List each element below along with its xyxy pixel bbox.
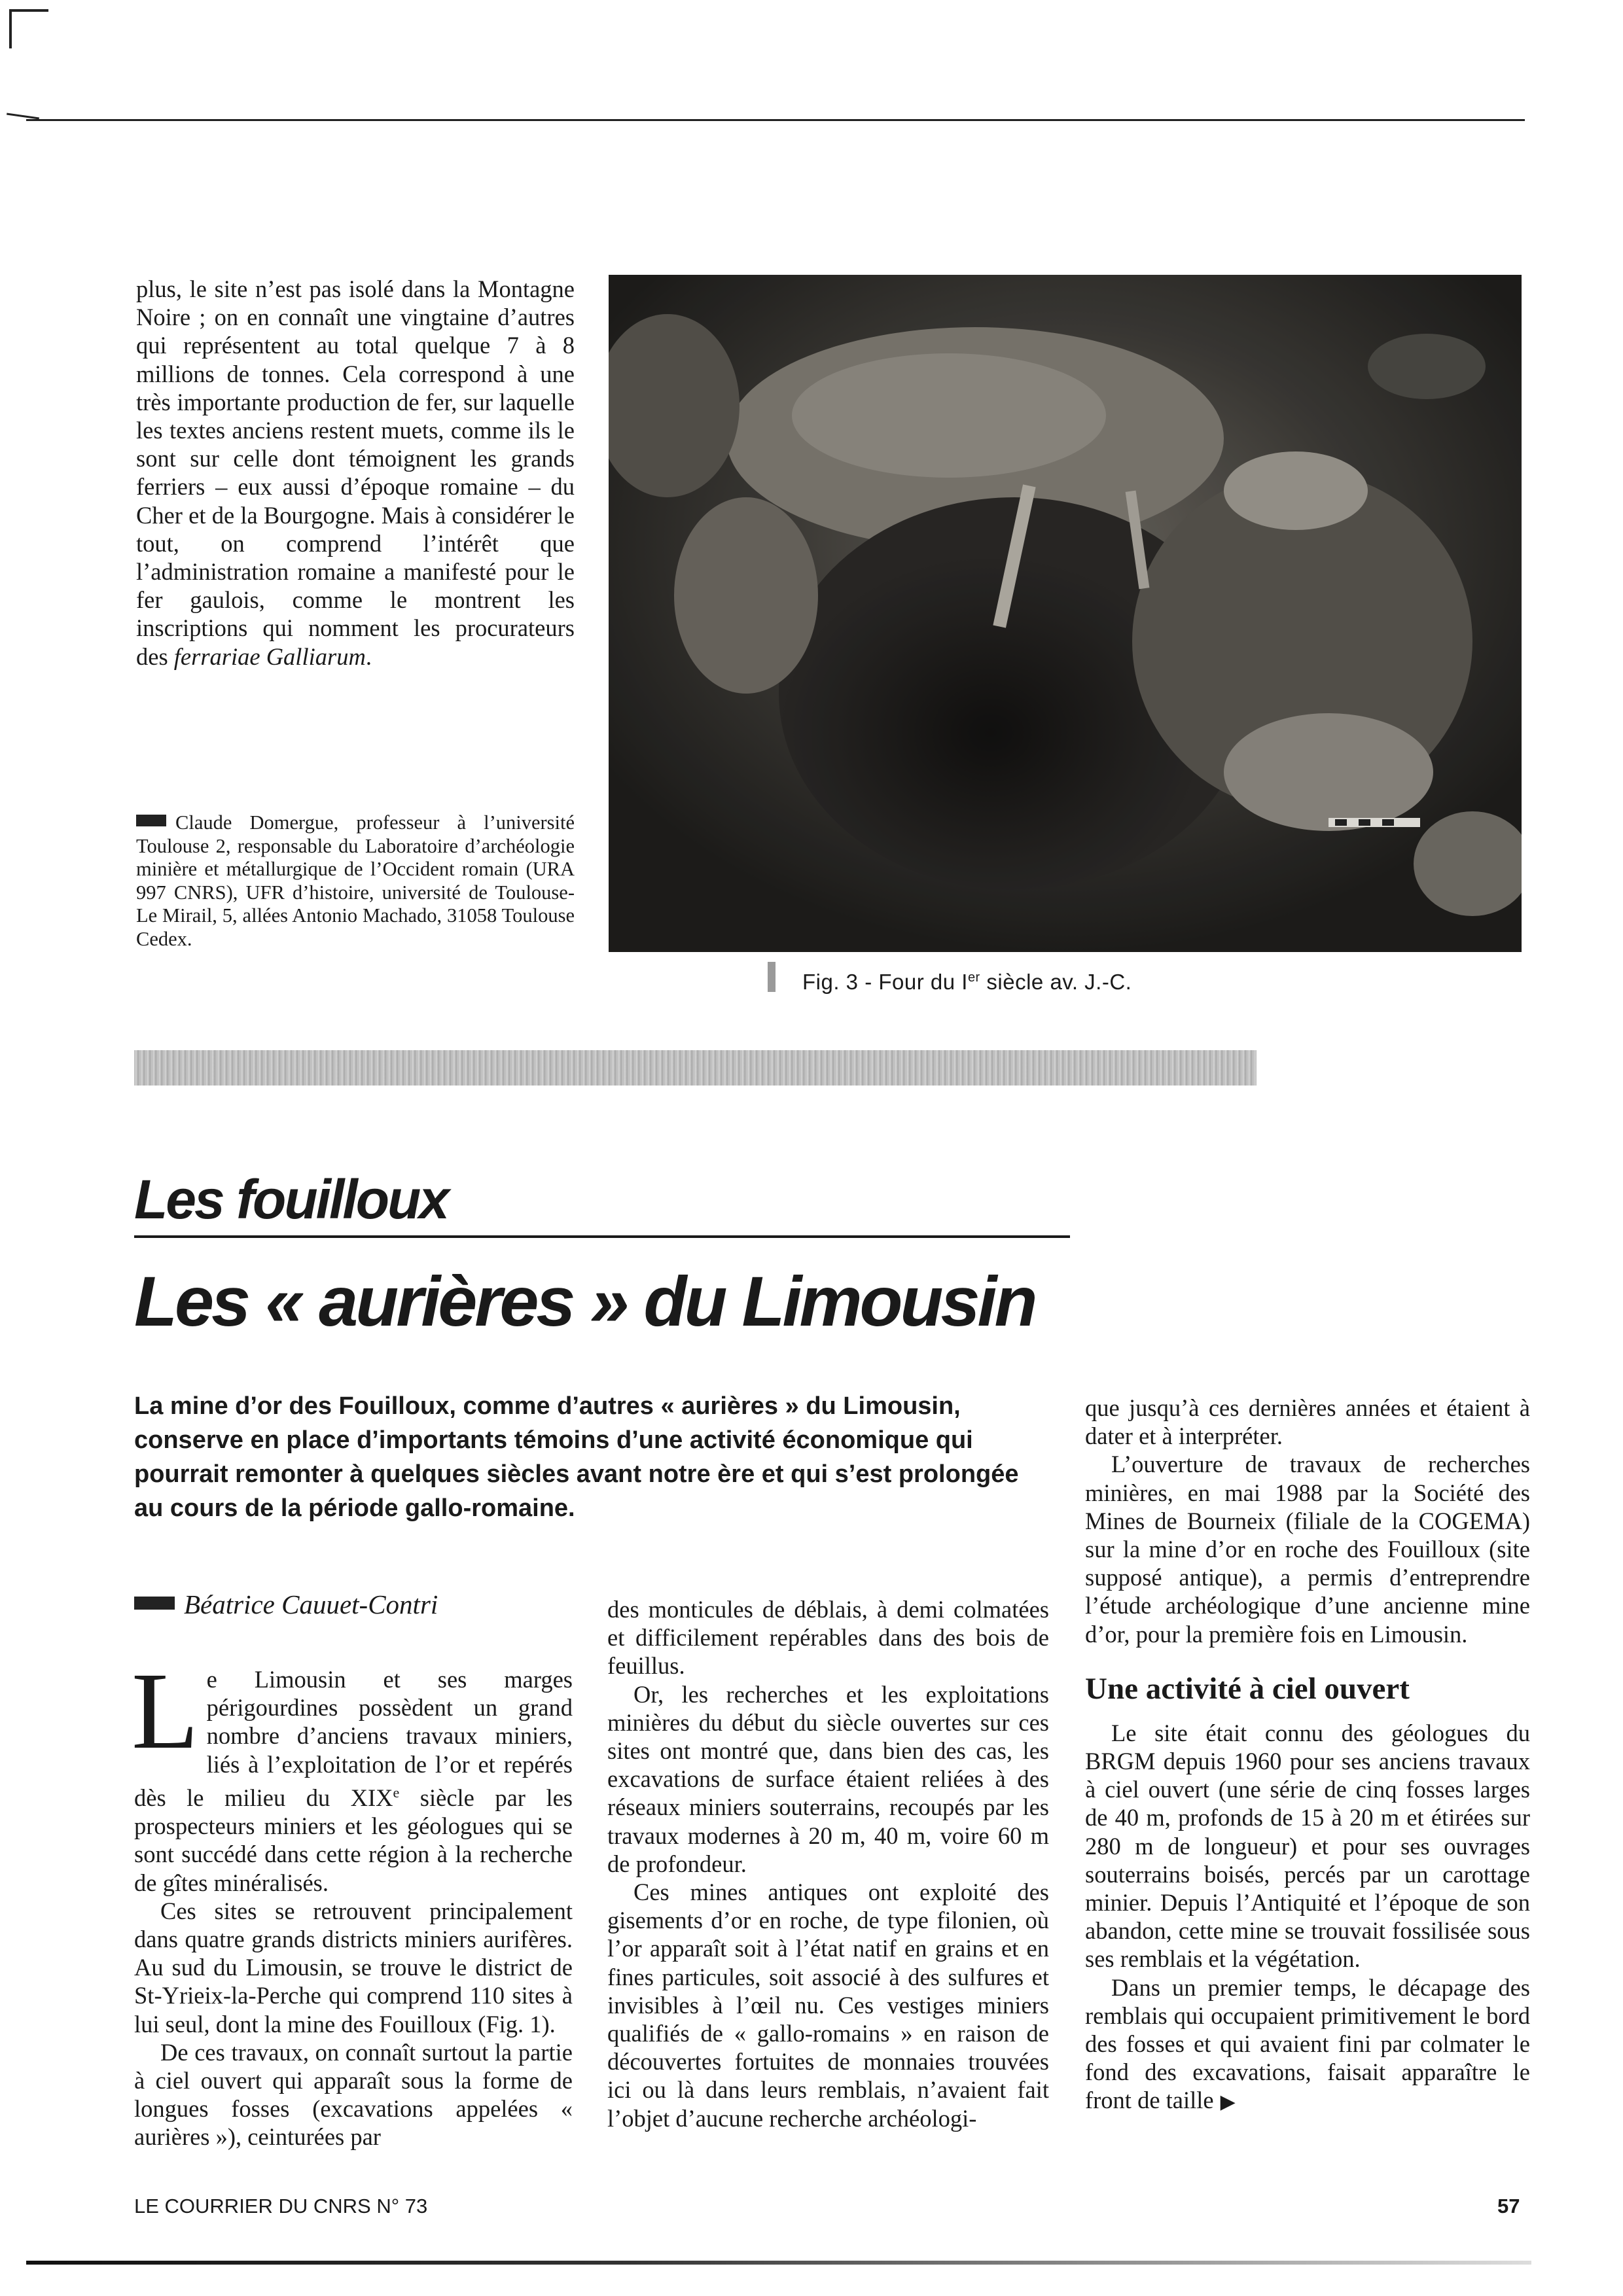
- intro-column: [136, 275, 575, 671]
- col3-paragraph-2: L’ouverture de travaux de recherches minières, en mai 1988 par la Société des Mines de Bourneix (filiale de la COGEMA) sur la mine d’or en roche des Fouilloux (site supposé antique), a permis d’entreprendre l’étude archéologique d’une ancienne mine d’or, pour la première fois en Limousin.: [1085, 1451, 1530, 1648]
- caption-bar-icon: [768, 962, 776, 992]
- col3-subheading: Une activité à ciel ouvert: [1085, 1671, 1410, 1706]
- section-divider-band: [134, 1050, 1257, 1086]
- col2-paragraph-2: Or, les recherches et les exploitations minières du début du siècle ouvertes sur ces sites ont montré que, dans bien des cas, les excavations de surface étaient reliées à des réseaux miniers souterrains, recoupés par les travaux modernes à 20 m, 40 m, voire 60 m de profondeur.: [607, 1680, 1049, 1877]
- author-bio-text: Claude Domergue, professeur à l’université Toulouse 2, responsable du Laboratoire d’archéologie minière et métallurgique de l’Occident romain (URA 997 CNRS), UFR d’histoire, université de Toulouse-Le Mirail, 5, allées Antonio Machado, 31058 Toulouse Cedex.: [136, 811, 575, 950]
- article-column-2: [607, 1595, 1049, 2132]
- article-column-3: [1085, 1394, 1530, 2117]
- author-bio: [136, 811, 575, 951]
- scan-rule-tick: [7, 113, 39, 120]
- col1-paragraph-3: De ces travaux, on connaît surtout la partie à ciel ouvert qui apparaît sous la forme de longues fosses (excavations appelées « aurières »), ceinturées par: [134, 2038, 573, 2151]
- byline-square-icon: [134, 1597, 175, 1610]
- col3-paragraph-3: Le site était connu des géologues du BRGM depuis 1960 pour ses anciens travaux à ciel ouvert (une série de cinq fosses larges de 40 m, profonds de 15 à 20 m et étirées sur 280 m de longueur) et pour ses ouvrages souterrains boisés, percés par un carottage minier. Depuis l’Antiquité et l’époque de son abandon, cette mine se trouvait fossilisée sous ses remblais et la végétation.: [1085, 1719, 1530, 1973]
- footer-publication: LE COURRIER DU CNRS N° 73: [134, 2195, 428, 2217]
- col3-paragraph-1: que jusqu’à ces dernières années et étaient à dater et à interpréter.: [1085, 1394, 1530, 1450]
- article-kicker: Les fouilloux: [134, 1169, 448, 1230]
- col3-paragraph-4: Dans un premier temps, le décapage des remblais qui occupaient primitivement le bord des fosses et qui avaient fini par colmater le fond des excavations, faisait apparaître le front de taille ▶: [1085, 1973, 1530, 2114]
- col2-paragraph-3: Ces mines antiques ont exploité des gisements d’or en roche, de type filonien, où l’or apparaît soit à l’état natif en grains et en fines particules, soit associé à des sulfures et invisibles à l’œil nu. Ces vestiges miniers qualifiés de « gallo-romains » en raison de découvertes fortuites de monnaies trouvées ici ou là dans leurs remblais, n’avaient fait l’objet d’aucune recherche archéologi-: [607, 1879, 1049, 2132]
- scan-corner-mark: [9, 9, 48, 48]
- article-lead: La mine d’or des Fouilloux, comme d’autres « aurières » du Limousin, conserve en place d’importants témoins d’une activité économique qui pourrait remonter à quelques siècles avant notre ère et qui s’est prolongée au cours de la période gallo-romaine.: [134, 1392, 1019, 1522]
- col1-paragraph-2: Ces sites se retrouvent principalement dans quatre grands districts miniers aurifères. Au sud du Limousin, se trouve le district de St-Yrieix-la-Perche qui comprend 110 sites à lui seul, dont la mine des Fouilloux (Fig. 1).: [134, 1897, 573, 2038]
- top-rule: [26, 119, 1525, 121]
- article-byline: [134, 1589, 438, 1620]
- drop-cap: L: [132, 1650, 199, 1772]
- continue-arrow-icon: ▶: [1220, 2091, 1236, 2113]
- footer-page-number: 57: [1497, 2195, 1520, 2217]
- col2-paragraph-1: des monticules de déblais, à demi colmatées et difficilement repérables dans des bois de feuillus.: [607, 1596, 1049, 1680]
- byline-author: Béatrice Cauuet-Contri: [184, 1589, 438, 1619]
- furnace-photo: [609, 275, 1522, 952]
- kicker-rule: [134, 1235, 1070, 1238]
- intro-italic-term: ferrariae Galliarum: [173, 643, 366, 670]
- article-column-1: [132, 1650, 573, 2151]
- furnace-photo-image: [609, 275, 1522, 952]
- article-headline: Les « aurières » du Limousin: [134, 1262, 1035, 1341]
- intro-paragraph: plus, le site n’est pas isolé dans la Montagne Noire ; on en connaît une vingtaine d’autres qui représentent au total quelque 7 à 8 millions de tonnes. Cela correspond à une très importante production de fer, sur laquelle les textes anciens restent muets, comme ils le sont sur celle dont témoignent les grands ferriers – eux aussi d’époque romaine – du Cher et de la Bourgogne. Mais à considérer le tout, on comprend l’intérêt que l’administration romaine a manifesté pour le fer gaulois, comme le montrent les inscriptions qui nomment les procurateurs des ferrariae Galliarum.: [136, 275, 575, 670]
- col1-paragraph-1: Le Limousin et ses marges périgourdines possèdent un grand nombre d’anciens travaux miniers, liés à l’exploitation de l’or et repérés dès le milieu du XIXe siècle par les prospecteurs miniers et les géologues qui se sont succédé dans cette région à la recherche de gîtes minéralisés.: [132, 1650, 573, 1896]
- figure-caption: Fig. 3 - Four du Ier siècle av. J.-C.: [802, 970, 1132, 994]
- bottom-rule: [26, 2261, 1531, 2265]
- bio-square-icon: [136, 815, 166, 826]
